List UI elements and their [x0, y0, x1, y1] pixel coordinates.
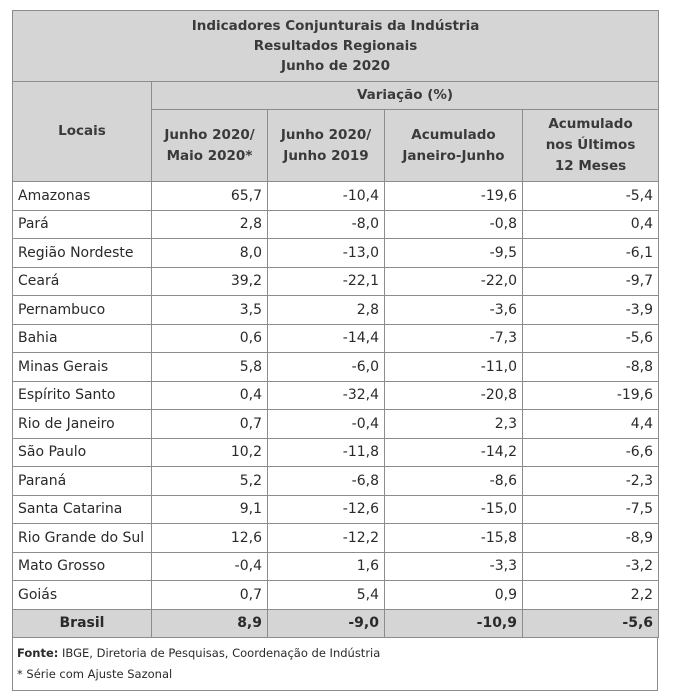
cell-local: Paraná [13, 467, 152, 496]
seasonal-note: * Série com Ajuste Sazonal [17, 666, 173, 681]
total-row [13, 609, 659, 637]
cell-v1: 0,7 [152, 410, 268, 439]
table-title [13, 11, 659, 82]
header-col-4-line-2: nos Últimos [545, 137, 636, 153]
table-row [13, 552, 659, 581]
cell-v2: -12,6 [268, 495, 385, 524]
cell-v4: -8,8 [523, 353, 659, 382]
cell-v4: 4,4 [523, 410, 659, 439]
table-row [13, 182, 659, 211]
cell-v4: 0,4 [523, 210, 659, 239]
table-row [13, 353, 659, 382]
cell-local: Ceará [13, 267, 152, 296]
cell-v4: -7,5 [523, 495, 659, 524]
cell-v4: -19,6 [523, 381, 659, 410]
cell-v1: 0,7 [152, 581, 268, 610]
table-row [13, 410, 659, 439]
source-label: Fonte: [17, 645, 59, 660]
cell-local: Minas Gerais [13, 353, 152, 382]
cell-v3: -20,8 [385, 381, 523, 410]
cell-v2: -6,0 [268, 353, 385, 382]
table-row [13, 467, 659, 496]
cell-v1: 0,4 [152, 381, 268, 410]
cell-v2: -13,0 [268, 239, 385, 268]
cell-v3: 0,9 [385, 581, 523, 610]
cell-v3: -7,3 [385, 324, 523, 353]
cell-v1-total: 8,9 [152, 609, 268, 637]
cell-v1: 8,0 [152, 239, 268, 268]
cell-v2: 2,8 [268, 296, 385, 325]
header-col-3-line-1: Acumulado [411, 126, 496, 143]
table-row [13, 239, 659, 268]
title-line-3: Junho de 2020 [281, 58, 390, 74]
regional-indicators-table [12, 10, 659, 638]
table-notes [12, 638, 658, 691]
header-col-1-line-2: Maio 2020* [166, 147, 253, 164]
cell-v3: -11,0 [385, 353, 523, 382]
table-row [13, 267, 659, 296]
table-row [13, 495, 659, 524]
header-col-2-line-2: Junho 2019 [283, 147, 369, 164]
table-row [13, 324, 659, 353]
title-line-2: Resultados Regionais [253, 38, 418, 54]
cell-local-total: Brasil [13, 609, 152, 637]
table-row [13, 296, 659, 325]
cell-v4: -2,3 [523, 467, 659, 496]
cell-v4: 2,2 [523, 581, 659, 610]
cell-local: Bahia [13, 324, 152, 353]
source-text: IBGE, Diretoria de Pesquisas, Coordenação de Indústria [58, 645, 381, 660]
cell-local: Mato Grosso [13, 552, 152, 581]
header-col-4-line-3: 12 Meses [554, 158, 627, 174]
table-row [13, 381, 659, 410]
cell-v2: -22,1 [268, 267, 385, 296]
cell-local: Rio de Janeiro [13, 410, 152, 439]
cell-v3-total: -10,9 [385, 609, 523, 637]
cell-local: São Paulo [13, 438, 152, 467]
cell-v4: -5,6 [523, 324, 659, 353]
cell-local: Pernambuco [13, 296, 152, 325]
table-row [13, 581, 659, 610]
source-note [17, 643, 657, 664]
cell-v2: -10,4 [268, 182, 385, 211]
cell-local: Goiás [13, 581, 152, 610]
header-col-2 [268, 110, 385, 182]
title-line-1: Indicadores Conjunturais da Indústria [191, 18, 480, 34]
cell-v1: 39,2 [152, 267, 268, 296]
header-col-2-line-1: Junho 2020/ [280, 126, 372, 143]
table-row [13, 210, 659, 239]
cell-local: Rio Grande do Sul [13, 524, 152, 553]
cell-v4-total: -5,6 [523, 609, 659, 637]
cell-v1: 9,1 [152, 495, 268, 524]
cell-v2: -14,4 [268, 324, 385, 353]
cell-v1: 5,2 [152, 467, 268, 496]
cell-v4: -5,4 [523, 182, 659, 211]
cell-v2: -6,8 [268, 467, 385, 496]
header-col-1 [152, 110, 268, 182]
cell-v1: -0,4 [152, 552, 268, 581]
report-container [12, 10, 658, 691]
cell-v3: -0,8 [385, 210, 523, 239]
cell-v1: 2,8 [152, 210, 268, 239]
cell-v3: -3,3 [385, 552, 523, 581]
header-col-3 [385, 110, 523, 182]
header-locais: Locais [13, 82, 152, 182]
cell-v3: 2,3 [385, 410, 523, 439]
cell-local: Pará [13, 210, 152, 239]
cell-v2: -12,2 [268, 524, 385, 553]
cell-v3: -15,0 [385, 495, 523, 524]
cell-v2: 1,6 [268, 552, 385, 581]
cell-v3: -15,8 [385, 524, 523, 553]
cell-v4: -9,7 [523, 267, 659, 296]
cell-v2: -8,0 [268, 210, 385, 239]
header-col-4-line-1: Acumulado [548, 116, 633, 132]
cell-v3: -8,6 [385, 467, 523, 496]
cell-local: Região Nordeste [13, 239, 152, 268]
cell-local: Espírito Santo [13, 381, 152, 410]
cell-v4: -6,6 [523, 438, 659, 467]
cell-v3: -22,0 [385, 267, 523, 296]
cell-v1: 0,6 [152, 324, 268, 353]
cell-v3: -3,6 [385, 296, 523, 325]
cell-v2-total: -9,0 [268, 609, 385, 637]
cell-local: Santa Catarina [13, 495, 152, 524]
cell-local: Amazonas [13, 182, 152, 211]
cell-v1: 3,5 [152, 296, 268, 325]
cell-v2: 5,4 [268, 581, 385, 610]
cell-v3: -14,2 [385, 438, 523, 467]
header-col-3-line-2: Janeiro-Junho [402, 147, 505, 164]
cell-v4: -6,1 [523, 239, 659, 268]
header-col-4 [523, 110, 659, 182]
cell-v3: -19,6 [385, 182, 523, 211]
cell-v2: -32,4 [268, 381, 385, 410]
cell-v1: 65,7 [152, 182, 268, 211]
cell-v2: -11,8 [268, 438, 385, 467]
cell-v4: -8,9 [523, 524, 659, 553]
header-variacao: Variação (%) [152, 82, 659, 110]
header-col-1-line-1: Junho 2020/ [164, 126, 255, 143]
cell-v1: 12,6 [152, 524, 268, 553]
cell-v1: 5,8 [152, 353, 268, 382]
table-row [13, 438, 659, 467]
cell-v4: -3,2 [523, 552, 659, 581]
cell-v1: 10,2 [152, 438, 268, 467]
cell-v2: -0,4 [268, 410, 385, 439]
cell-v4: -3,9 [523, 296, 659, 325]
table-row [13, 524, 659, 553]
cell-v3: -9,5 [385, 239, 523, 268]
